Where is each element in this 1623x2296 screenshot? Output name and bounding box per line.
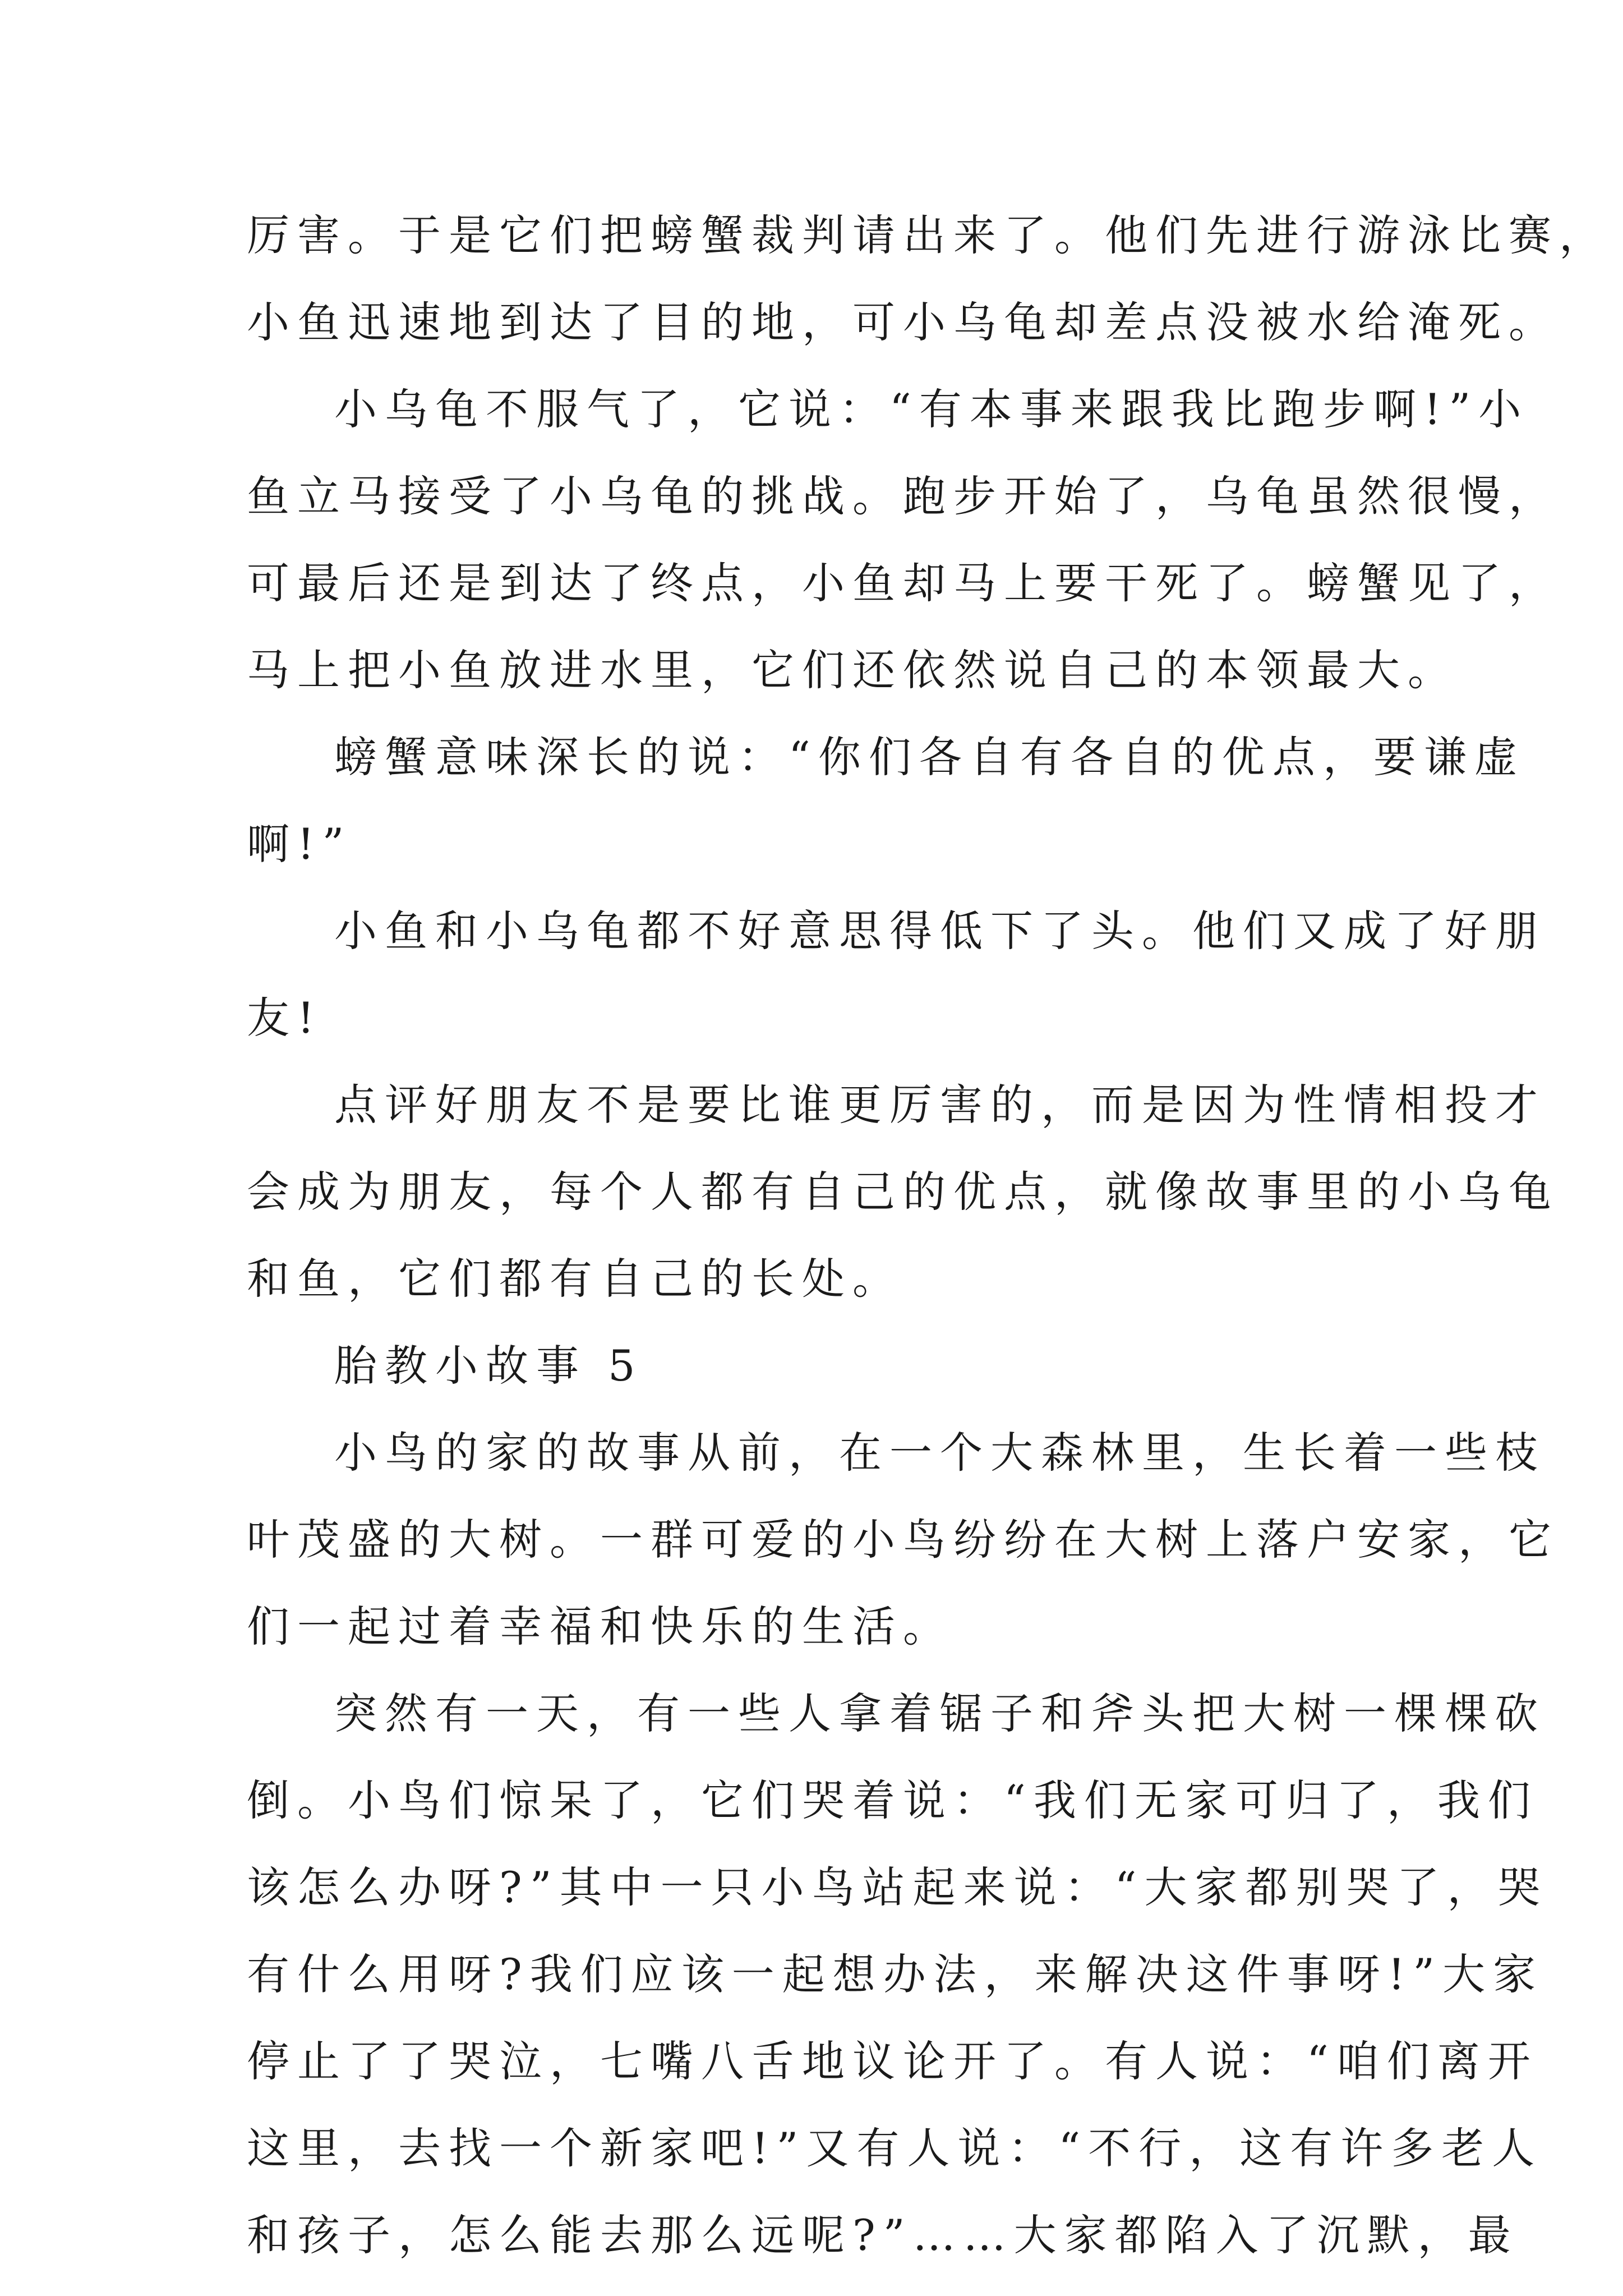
text-line: 会成为朋友，每个人都有自己的优点，就像故事里的小乌龟 [247,1167,1559,1217]
text-line: 和孩子，怎么能去那么远呢?”……大家都陷入了沉默，最 [247,2210,1519,2260]
paragraph-start-line: 小乌龟不服气了，它说：“有本事来跟我比跑步啊!”小 [334,384,1529,434]
text-line: 倒。小鸟们惊呆了，它们哭着说：“我们无家可归了，我们 [247,1775,1538,1825]
text-line: 啊!” [247,819,352,869]
text-line: 鱼立马接受了小乌龟的挑战。跑步开始了，乌龟虽然很慢， [247,471,1559,521]
text-line: 小鱼迅速地到达了目的地，可小乌龟却差点没被水给淹死。 [247,297,1559,347]
text-line: 马上把小鱼放进水里，它们还依然说自己的本领最大。 [247,645,1458,695]
text-line: 可最后还是到达了终点，小鱼却马上要干死了。螃蟹见了， [247,558,1559,608]
section-heading: 胎教小故事 5 [334,1341,643,1391]
paragraph-start-line: 小鸟的家的故事从前，在一个大森林里，生长着一些枝 [334,1428,1546,1478]
text-line: 这里，去找一个新家吧!”又有人说：“不行，这有许多老人 [247,2123,1543,2173]
text-line: 有什么用呀?我们应该一起想办法，来解决这件事呀!”大家 [247,1949,1544,1999]
text-line: 友! [247,993,322,1043]
text-line: 叶茂盛的大树。一群可爱的小鸟纷纷在大树上落户安家，它 [247,1515,1559,1565]
paragraph-start-line: 小鱼和小乌龟都不好意思得低下了头。他们又成了好朋 [334,906,1546,956]
text-line: 该怎么办呀?”其中一只小鸟站起来说：“大家都别哭了，哭 [247,1862,1548,1912]
text-line: 们一起过着幸福和快乐的生活。 [247,1602,953,1651]
paragraph-start-line: 突然有一天，有一些人拿着锯子和斧头把大树一棵棵砍 [334,1688,1546,1738]
paragraph-start-line: 螃蟹意味深长的说：“你们各自有各自的优点，要谦虚 [334,732,1525,782]
text-line: 和鱼，它们都有自己的长处。 [247,1254,903,1304]
paragraph-start-line: 点评好朋友不是要比谁更厉害的，而是因为性情相投才 [334,1080,1546,1130]
text-line: 停止了了哭泣，七嘴八舌地议论开了。有人说：“咱们离开 [247,2036,1538,2086]
text-line: 厉害。于是它们把螃蟹裁判请出来了。他们先进行游泳比赛， [247,210,1610,260]
